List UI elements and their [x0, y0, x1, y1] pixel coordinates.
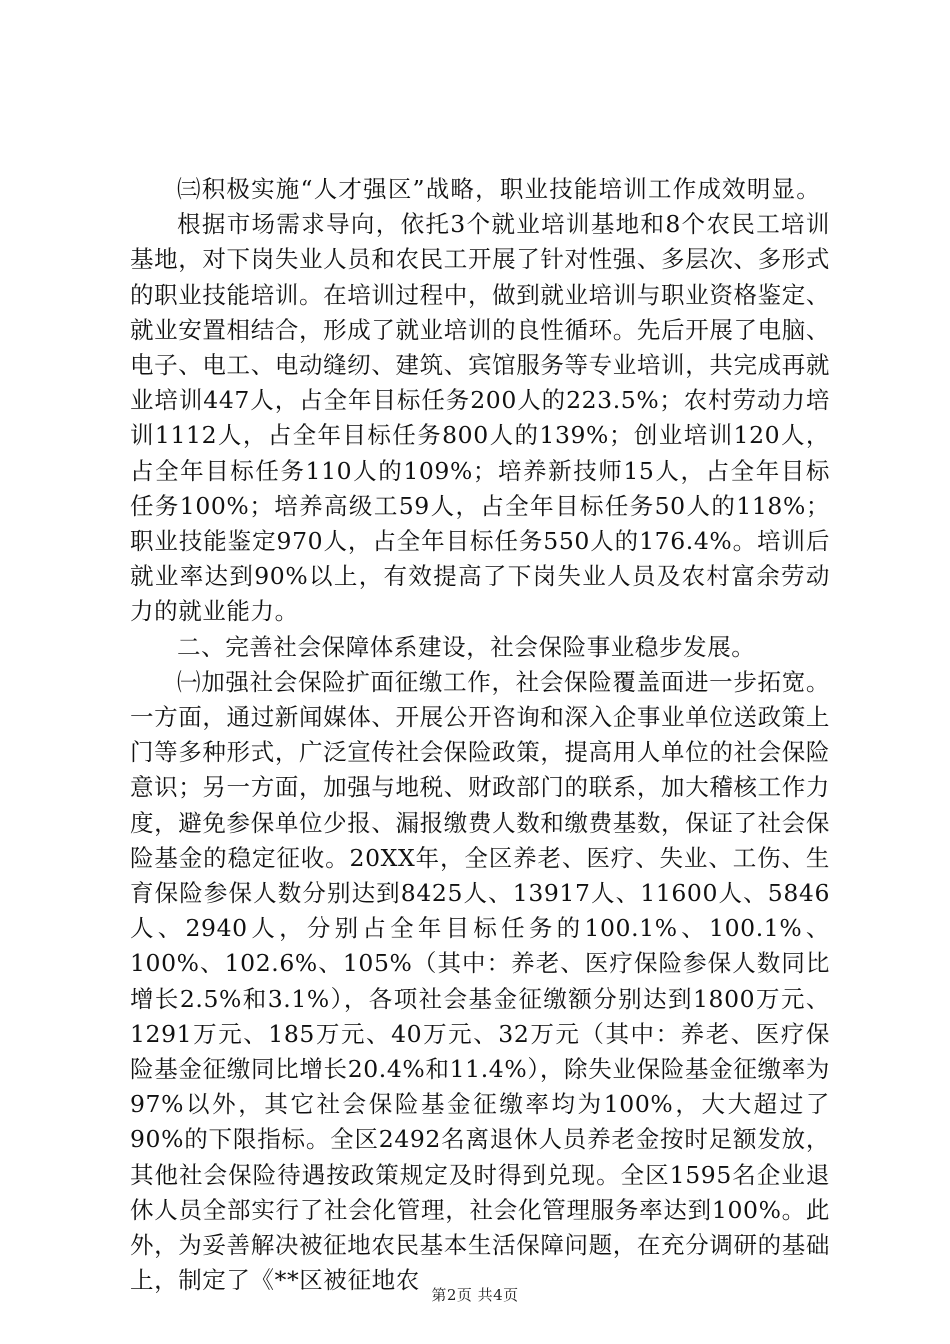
paragraph-insurance-coverage: ㈠加强社会保险扩面征缴工作，社会保险覆盖面进一步拓宽。一方面，通过新闻媒体、开展公开咨询和深入企事业单位送政策上门等多种形式，广泛宣传社会保险政策，提高用人单位的社会保险意识；另一方面，加强与地税、财政部门的联系，加大稽核工作力度，避免参保单位少报、漏报缴费人数和缴费基数，保证了社会保险基金的稳定征收。20XX年，全区养老、医疗、失业、工伤、生育保险参保人数分别达到8425人、13917人、11600人、5846人、2940人，分别占全年目标任务的100.1%、100.1%、100%、102.6%、105%（其中：养老、医疗保险参保人数同比增长2.5%和3.1%），各项社会基金征缴额分别达到1800万元、1291万元、185万元、40万元、32万元（其中：养老、医疗保险基金征缴同比增长20.4%和11.4%），除失业保险基金征缴率为97%以外，其它社会保险基金征缴率均为100%，大大超过了90%的下限指标。全区2492名离退休人员养老金按时足额发放，其他社会保险待遇按政策规定及时得到兑现。全区1595名企业退休人员全部实行了社会化管理，社会化管理服务率达到100%。此外，为妥善解决被征地农民基本生活保障问题，在充分调研的基础上，制定了《**区被征地农 — [130, 667, 830, 1295]
paragraph-vocational-training: 根据市场需求导向，依托3个就业培训基地和8个农民工培训基地，对下岗失业人员和农民工开展了针对性强、多层次、多形式的职业技能培训。在培训过程中，做到就业培训与职业资格鉴定、就业安置相结合，形成了就业培训的良性循环。先后开展了电脑、电子、电工、电动缝纫、建筑、宾馆服务等专业培训，共完成再就业培训447人，占全年目标任务200人的223.5%；农村劳动力培训1112人，占全年目标任务800人的139%；创业培训120人，占全年目标任务110人的109%；培养新技师15人，占全年目标任务100%；培养高级工59人，占全年目标任务50人的118%；职业技能鉴定970人，占全年目标任务550人的176.4%。培训后就业率达到90%以上，有效提高了下岗失业人员及农村富余劳动力的就业能力。 — [130, 210, 830, 626]
section-heading-talent-strategy: ㈢积极实施“人才强区”战略，职业技能培训工作成效明显。 — [177, 175, 821, 203]
section-heading-social-security: 二、完善社会保障体系建设，社会保险事业稳步发展。 — [177, 632, 756, 661]
document-body — [130, 172, 830, 1299]
page-number-footer: 第2页 共4页 — [431, 1286, 519, 1304]
